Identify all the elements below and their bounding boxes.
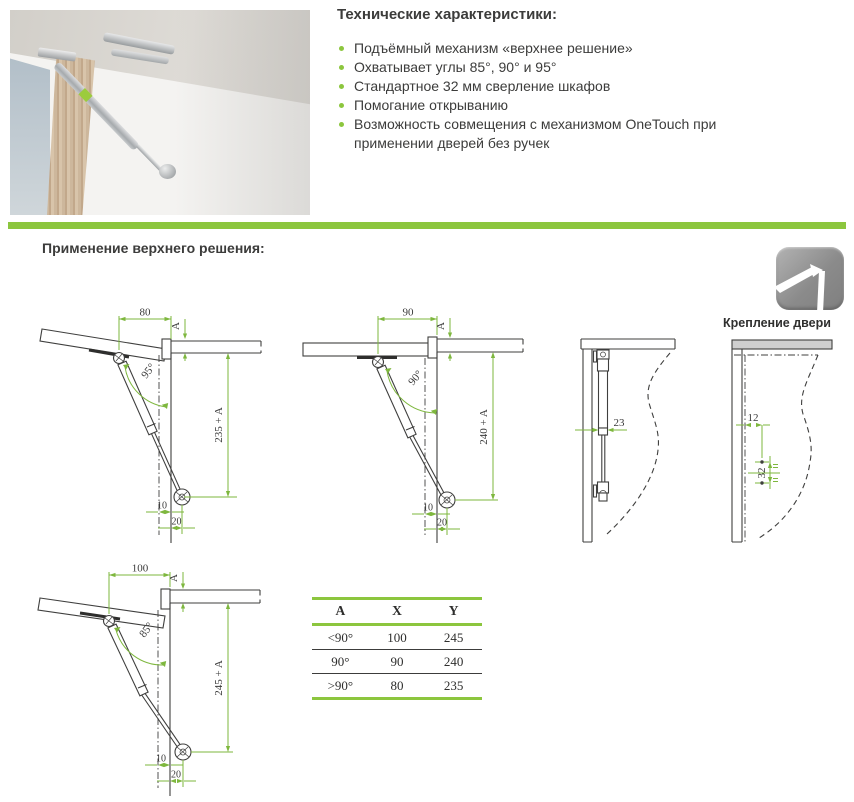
col-header: A (312, 599, 369, 625)
spec-item: Помогание открыванию (337, 96, 757, 115)
bullet-icon (339, 46, 344, 51)
dim-20: 20 (171, 516, 182, 528)
spec-item: Подъёмный механизм «верхнее решение» (337, 39, 757, 58)
dim-10: 10 (423, 502, 433, 514)
dim-pitch: 32 (756, 467, 768, 479)
table-row: >90° 80 235 (312, 674, 482, 699)
room-wall (10, 52, 50, 215)
diagram-90deg (285, 303, 540, 548)
dim-a: A (435, 322, 447, 330)
specs-title: Технические характеристики: (337, 6, 558, 23)
dim-x: 80 (139, 306, 151, 319)
dim-20: 20 (437, 517, 447, 529)
door-mount-label: Крепление двери (723, 316, 831, 330)
specs-list (337, 39, 757, 153)
dim-20: 20 (171, 769, 181, 781)
tech-specs (337, 6, 817, 153)
table-row: <90° 100 245 (327, 629, 464, 645)
diagram-95deg (25, 303, 275, 548)
bullet-icon (339, 103, 344, 108)
dim-angle: 85° (137, 620, 157, 640)
dim-x: 100 (131, 562, 149, 575)
dim-x: 90 (402, 306, 414, 319)
cabinet-back-shade (175, 10, 310, 215)
diagram-closed (565, 328, 715, 550)
dim-y: 235 + A (213, 407, 225, 443)
col-header: Y (425, 599, 482, 625)
bullet-icon (339, 122, 344, 127)
dim-10: 10 (156, 753, 166, 765)
diagram-door-mount (712, 330, 854, 550)
dim-edge: 12 (747, 412, 759, 424)
dim-y: 245 + A (213, 660, 225, 696)
dim-a: A (170, 322, 182, 330)
dim-angle: 95° (139, 361, 159, 381)
door-mount-icon (776, 247, 844, 310)
dim-angle: 90° (406, 368, 426, 388)
col-header: X (369, 599, 426, 625)
table-header-row (312, 599, 482, 625)
bullet-icon (339, 84, 344, 89)
diagram-85deg (20, 558, 280, 798)
dim-depth: 23 (613, 417, 625, 429)
spec-item: Возможность совмещения с механизмом OneTouch при применении дверей без ручек (337, 115, 757, 153)
ball-socket-mount (159, 164, 176, 179)
dimensions-table (312, 597, 482, 700)
product-photo (10, 10, 310, 215)
application-title: Применение верхнего решения: (42, 240, 265, 256)
spec-item: Стандартное 32 мм сверление шкафов (337, 77, 757, 96)
dim-10: 10 (157, 500, 167, 512)
flap-door-glyph (776, 247, 844, 310)
bullet-icon (339, 65, 344, 70)
dim-y: 240 + A (478, 409, 490, 445)
table-row: 90° 90 240 (312, 650, 482, 674)
spec-item: Охватывает углы 85°, 90° и 95° (337, 58, 757, 77)
dim-a: A (168, 574, 180, 582)
green-divider (8, 222, 846, 229)
